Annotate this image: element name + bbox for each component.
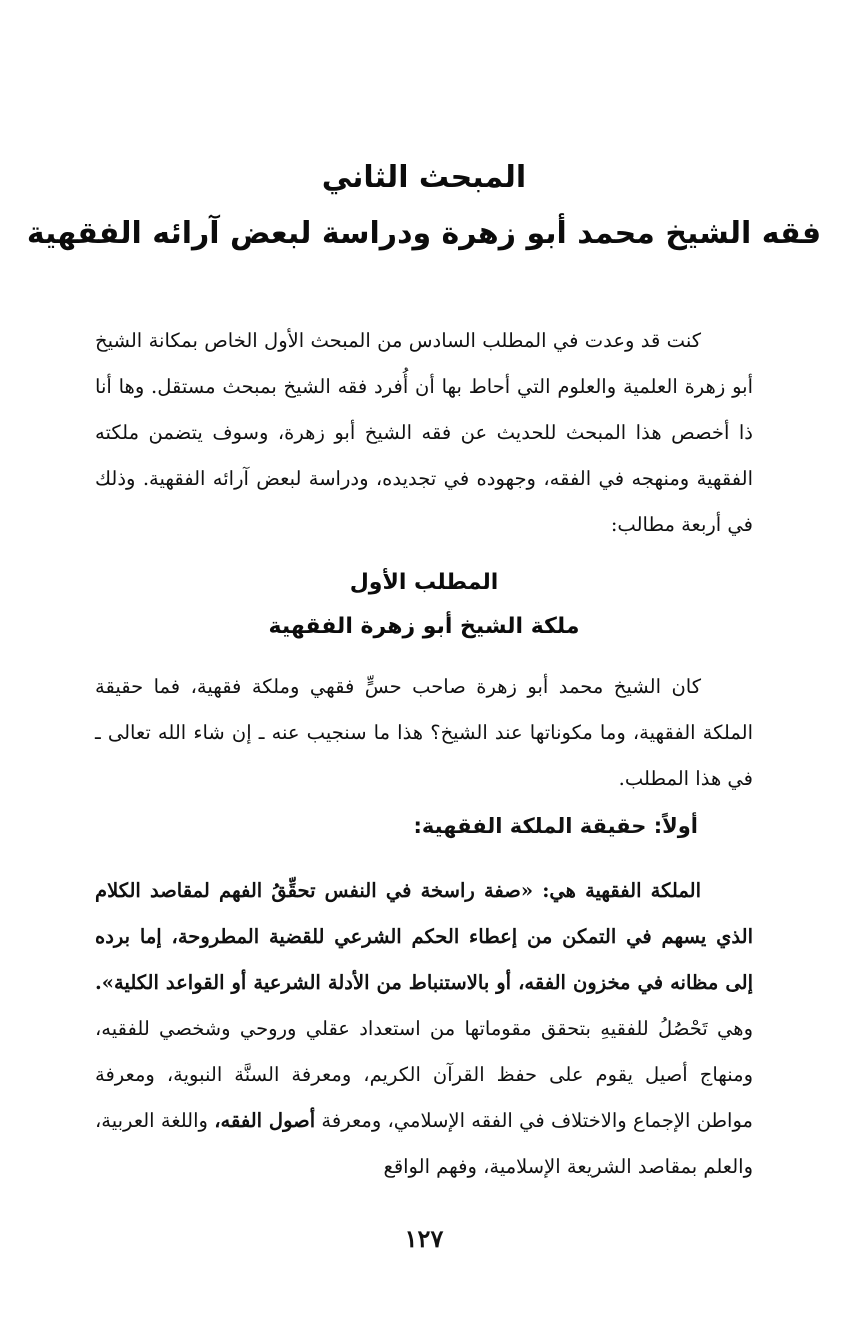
intro-paragraph: كنت قد وعدت في المطلب السادس من المبحث الأول الخاص بمكانة الشيخ أبو زهرة العلمية والعلوم التي أحاط بها أن أُفرد فقه الشيخ بمبحث مستقل. وها أنا ذا أخصص هذا المبحث للحديث عن فقه الشيخ أبو زهرة، وسوف يتضمن ملكته الفقهية ومنهجه في الفقه، وجهوده في تجديده، ودراسة لبعض آرائه الفقهية. وذلك في أربعة مطالب: [95, 329, 753, 536]
chapter-title: المطلب الأول [349, 570, 499, 595]
subsection-heading: أولاً: حقيقة الملكة الفقهية: [413, 814, 698, 838]
section-title: المبحث الثاني [321, 160, 527, 195]
page-number: ١٢٧ [404, 1224, 444, 1253]
section-subtitle: فقه الشيخ محمد أبو زهرة ودراسة لبعض آرائه الفقهية [26, 216, 822, 251]
definition-plain-text-end: واللغة العربية، والعلم بمقاصد الشريعة الإسلامية، وفهم الواقع [95, 1109, 753, 1178]
chapter-subtitle: ملكة الشيخ أبو زهرة الفقهية [268, 614, 580, 639]
definition-plain-text: وهي تَحْصُلُ للفقيهِ بتحقق مقوماتها من استعداد عقلي وروحي وشخصي للفقيه، ومنهاج أصيل يقوم على حفظ القرآن الكريم، ومعرفة السنَّة النبوية، ومعرفة مواطن الإجماع والاختلاف في الفقه الإسلامي، ومعرفة [95, 1017, 753, 1132]
definition-bold-text: الملكة الفقهية هي: «صفة راسخة في النفس تحقِّقُ الفهم لمقاصد الكلام الذي يسهم في التمكن من إعطاء الحكم الشرعي للقضية المطروحة، إما برده إلى مظانه في مخزون الفقه، أو بالاستنباط من الأدلة الشرعية أو القواعد الكلية». [95, 879, 753, 994]
definition-bold-inline: أصول الفقه، [214, 1109, 316, 1132]
definition-paragraph [95, 868, 753, 1190]
chapter-paragraph: كان الشيخ محمد أبو زهرة صاحب حسٍّ فقهي وملكة فقهية، فما حقيقة الملكة الفقهية، وما مكوناتها عند الشيخ؟ هذا ما سنجيب عنه ـ إن شاء الله تعالى ـ في هذا المطلب. [95, 675, 753, 790]
